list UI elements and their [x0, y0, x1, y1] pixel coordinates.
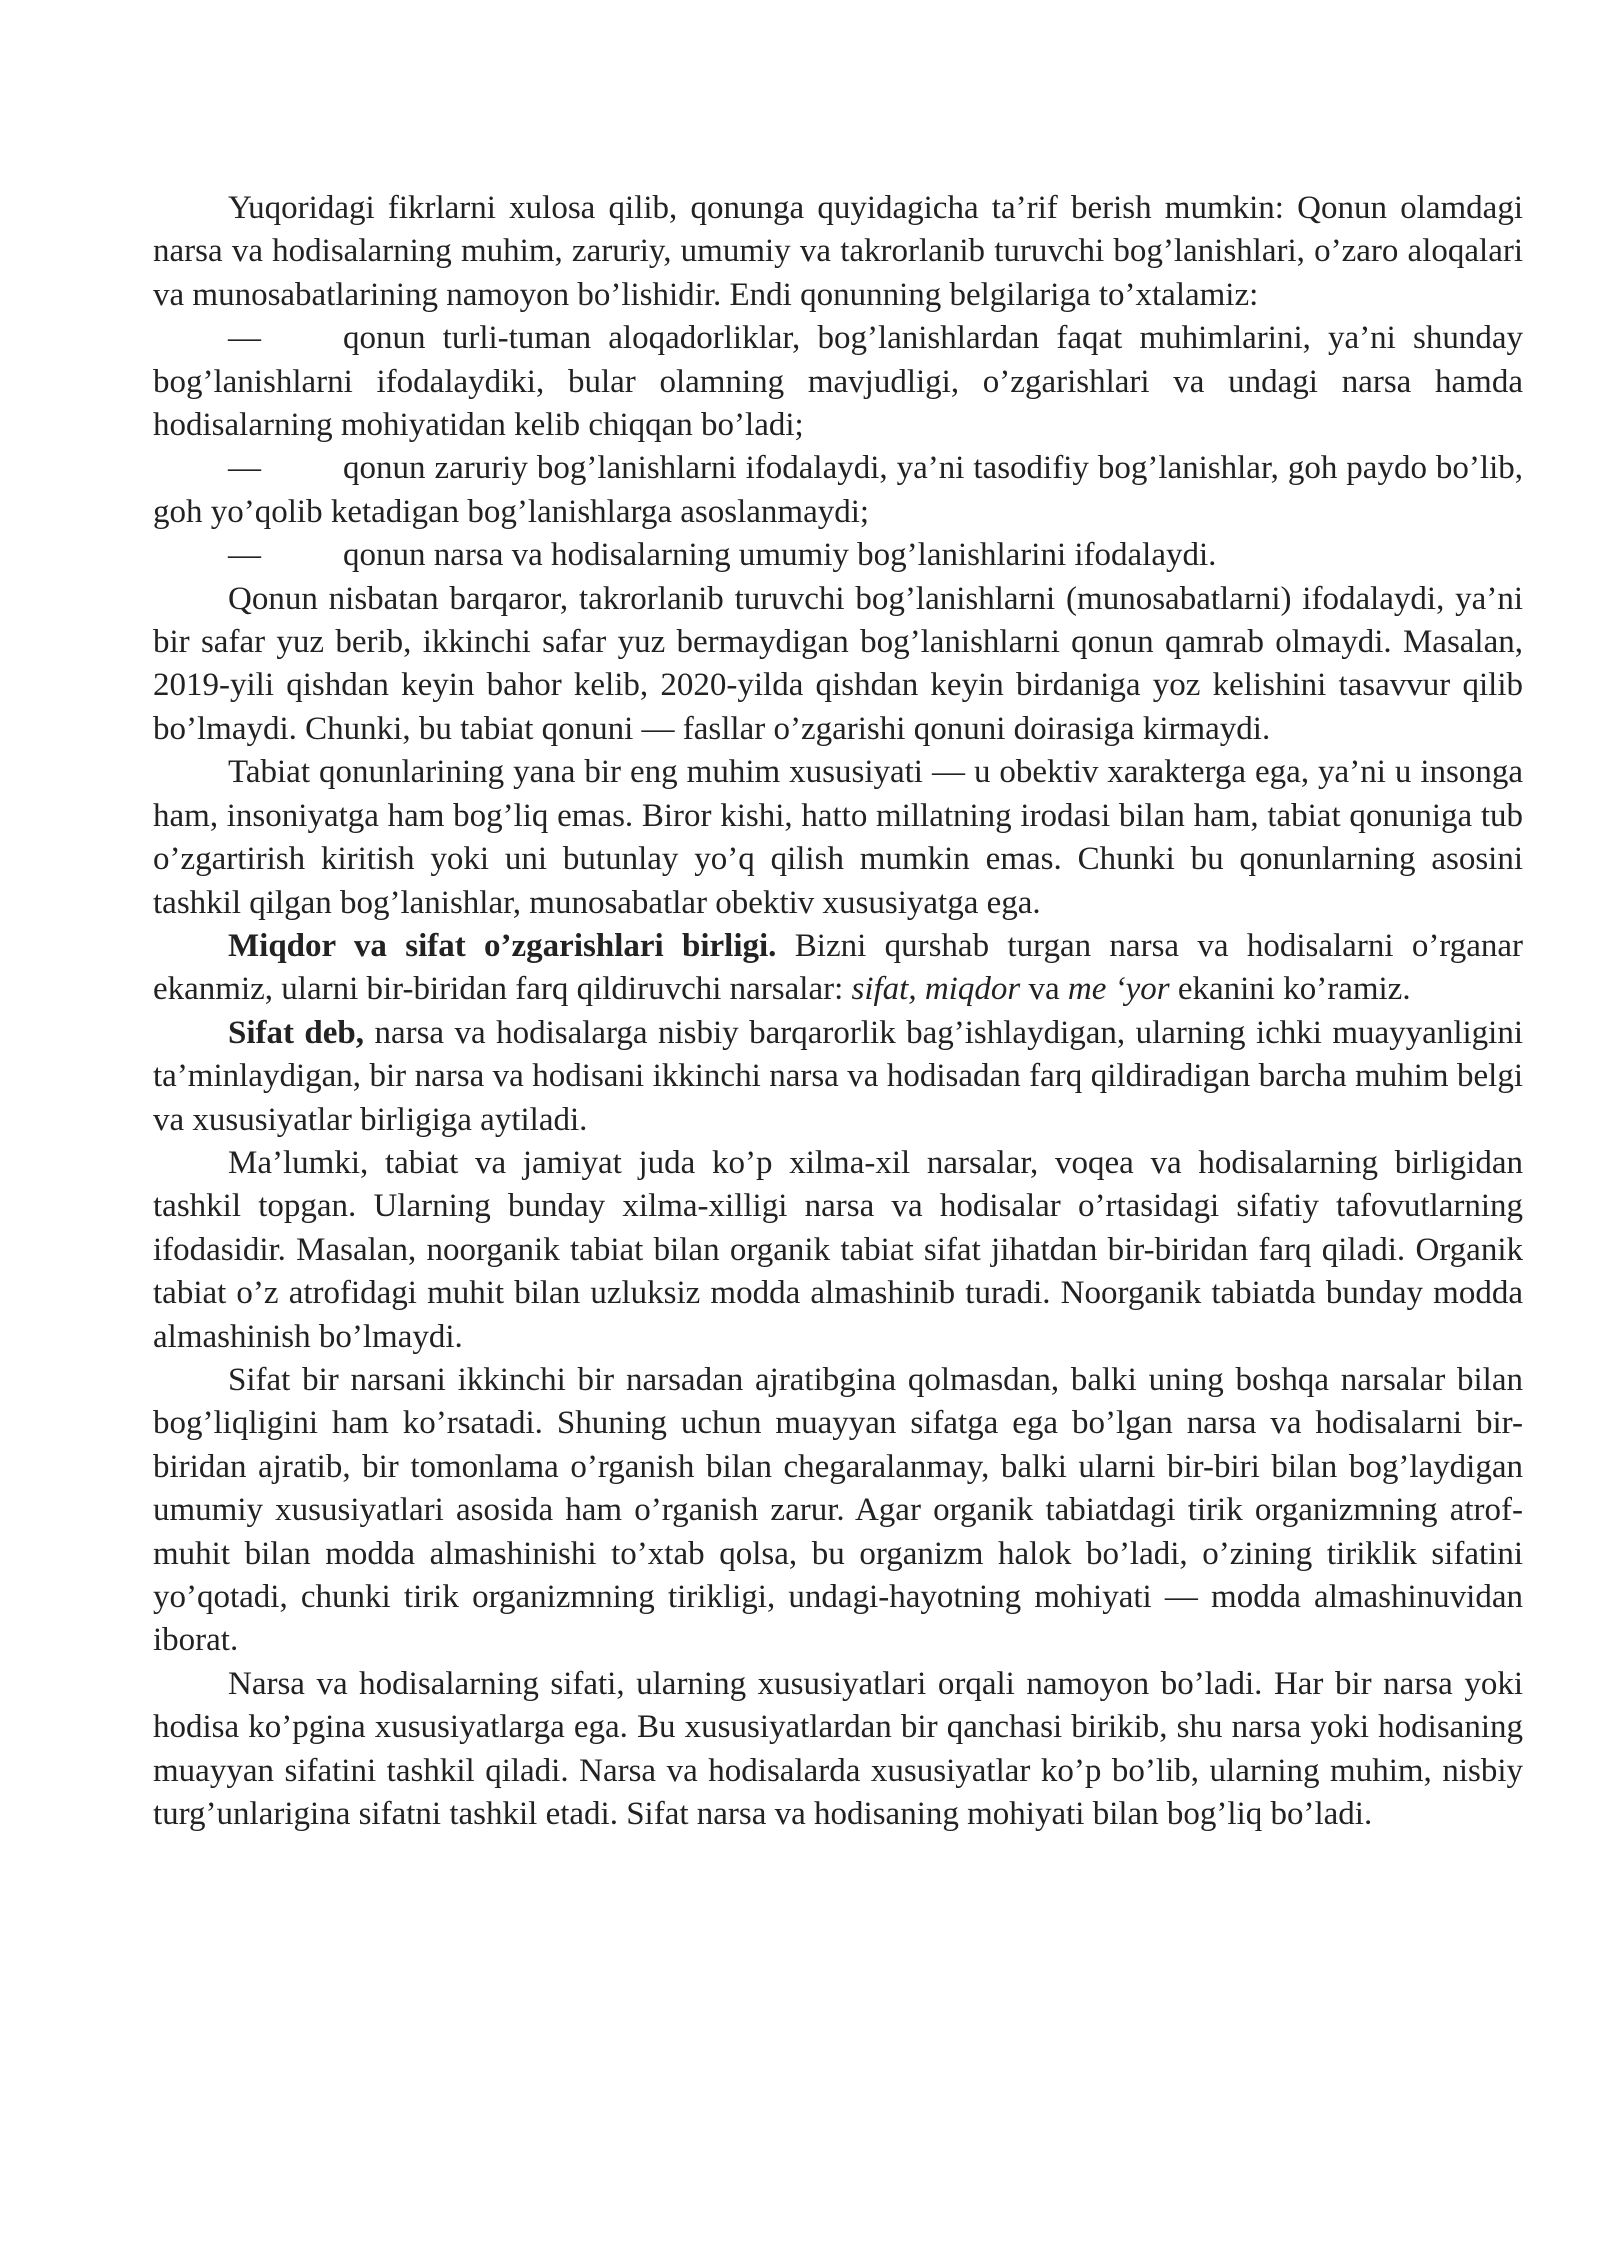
- italic-term: sifat, miqdor: [851, 971, 1021, 1008]
- paragraph-text: Ma’lumki, tabiat va jamiyat juda ko’p xilma-xil narsalar, voqea va hodisalarning birligidan tashkil topgan. Ularning bunday xilma-xilligi narsa va hodisalar o’rtasidagi sifatiy tafovutlarning ifodasidir. Masalan, noorganik tabiat bilan organik tabiat sifat jihatdan bir-biridan farq qiladi. Organik tabiat o’z atrofidagi muhit bilan uzluksiz modda almashinib turadi. Noorganik tabiatda bunday modda almashinish bo’lmaydi.: [153, 1144, 1523, 1355]
- body-text: [153, 187, 1523, 1836]
- paragraph-text: va: [1020, 971, 1068, 1008]
- list-item-text: qonun narsa va hodisalarning umumiy bog’lanishlarini ifodalaydi.: [343, 537, 1217, 574]
- paragraph-quality-properties: [153, 1663, 1523, 1837]
- list-item-text: qonun zaruriy bog’lanishlarni ifodalaydi, ya’ni tasodifiy bog’lanishlar, goh paydo bo’lib, goh yo’qolib ketadigan bog’lanishlarga asoslanmaydi;: [153, 450, 1523, 530]
- paragraph-text: Bizni qurshab turgan narsa va hodisalarni o’rganar ekanmiz, ularni bir-biridan farq qildiruvchi narsalar:: [153, 927, 1523, 1008]
- paragraph-nature-society: [153, 1142, 1523, 1359]
- term-heading: Sifat deb,: [228, 1014, 365, 1051]
- paragraph-quantity-quality: [153, 925, 1523, 1012]
- paragraph-text: ekanini ko’ramiz.: [1169, 971, 1411, 1008]
- paragraph-text: Sifat bir narsani ikkinchi bir narsadan ajratibgina qolmasdan, balki uning boshqa narsalar bilan bog’liqligini ham ko’rsatadi. Shuning uchun muayyan sifatga ega bo’lgan narsa va hodisalarni bir-biridan ajratib, bir tomonlama o’rganish bilan chegaralanmay, balki ularni bir-biri bilan bog’laydigan umumiy xususiyatlari asosida ham o’rganish zarur. Agar organik tabiatdagi tirik organizmning atrof-muhit bilan modda almashinishi to’xtab qolsa, bu organizm halok bo’ladi, o’zining tiriklik sifatini yo’qotadi, chunki tirik organizmning tirikligi, undagi-hayotning mohiyati — modda almashinuvidan iborat.: [153, 1361, 1523, 1659]
- list-item-law-general: [153, 534, 1523, 577]
- section-heading: Miqdor va sifat o’zgarishlari birligi.: [228, 927, 777, 964]
- paragraph-quality-connection: [153, 1359, 1523, 1663]
- dash-marker: —: [228, 537, 261, 574]
- list-item-law-essential: [153, 317, 1523, 447]
- list-item-text: qonun turli-tuman aloqadorliklar, bog’lanishlardan faqat muhimlarini, ya’ni shunday bog’lanishlarni ifodalaydiki, bular olamning mavjudligi, o’zgarishlari va undagi narsa hamda hodisalarning mohiyatidan kelib chiqqan bo’ladi;: [153, 320, 1523, 444]
- paragraph-text: Yuqoridagi fikrlarni xulosa qilib, qonunga quyidagicha ta’rif berish mumkin: Qonun olamdagi narsa va hodisalarning muhim, zaruriy, umumiy va takrorlanib turuvchi bog’lanishlari, o’zaro aloqalari va munosabatlarining namoyon bo’lishidir. Endi qonunning belgilariga to’xtalamiz:: [153, 190, 1523, 313]
- italic-term: me ‘yor: [1067, 971, 1170, 1008]
- paragraph-text: Qonun nisbatan barqaror, takrorlanib turuvchi bog’lanishlarni (munosabatlarni) ifodalaydi, ya’ni bir safar yuz berib, ikkinchi safar yuz bermaydigan bog’lanishlarni qonun qamrab olmaydi. Masalan, 2019-yili qishdan keyin bahor kelib, 2020-yilda qishdan keyin birdaniga yoz kelishini tasavvur qilib bo’lmaydi. Chunki, bu tabiat qonuni — fasllar o’zgarishi qonuni doirasiga kirmaydi.: [153, 580, 1523, 747]
- dash-marker: —: [228, 320, 261, 357]
- paragraph-text: narsa va hodisalarga nisbiy barqarorlik bag’ishlaydigan, ularning ichki muayyanligini ta’minlaydigan, bir narsa va hodisani ikkinchi narsa va hodisadan farq qildiradigan barcha muhim belgi va xususiyatlar birligiga aytiladi.: [153, 1014, 1523, 1138]
- dash-marker: —: [228, 450, 261, 487]
- paragraph-text: Tabiat qonunlarining yana bir eng muhim xususiyati — u obektiv xarakterga ega, ya’ni u insonga ham, insoniyatga ham bog’liq emas. Biror kishi, hatto millatning irodasi bilan ham, tabiat qonuniga tub o’zgartirish kiritish yoki uni butunlay yo’q qilish mumkin emas. Chunki bu qonunlarning asosini tashkil qilgan bog’lanishlar, munosabatlar obektiv xususiyatga ega.: [153, 754, 1523, 921]
- list-item-law-necessary: [153, 447, 1523, 534]
- paragraph-text: Narsa va hodisalarning sifati, ularning xususiyatlari orqali namoyon bo’ladi. Har bir narsa yoki hodisa ko’pgina xususiyatlarga ega. Bu xususiyatlardan bir qanchasi birikib, shu narsa yoki hodisaning muayyan sifatini tashkil qiladi. Narsa va hodisalarda xususiyatlar ko’p bo’lib, ularning muhim, nisbiy turg’unlarigina sifatni tashkil etadi. Sifat narsa va hodisaning mohiyati bilan bog’liq bo’ladi.: [153, 1665, 1523, 1833]
- paragraph-law-objective: [153, 751, 1523, 925]
- paragraph-law-stability: [153, 578, 1523, 752]
- paragraph-law-definition: [153, 187, 1523, 317]
- paragraph-quality-definition: [153, 1012, 1523, 1142]
